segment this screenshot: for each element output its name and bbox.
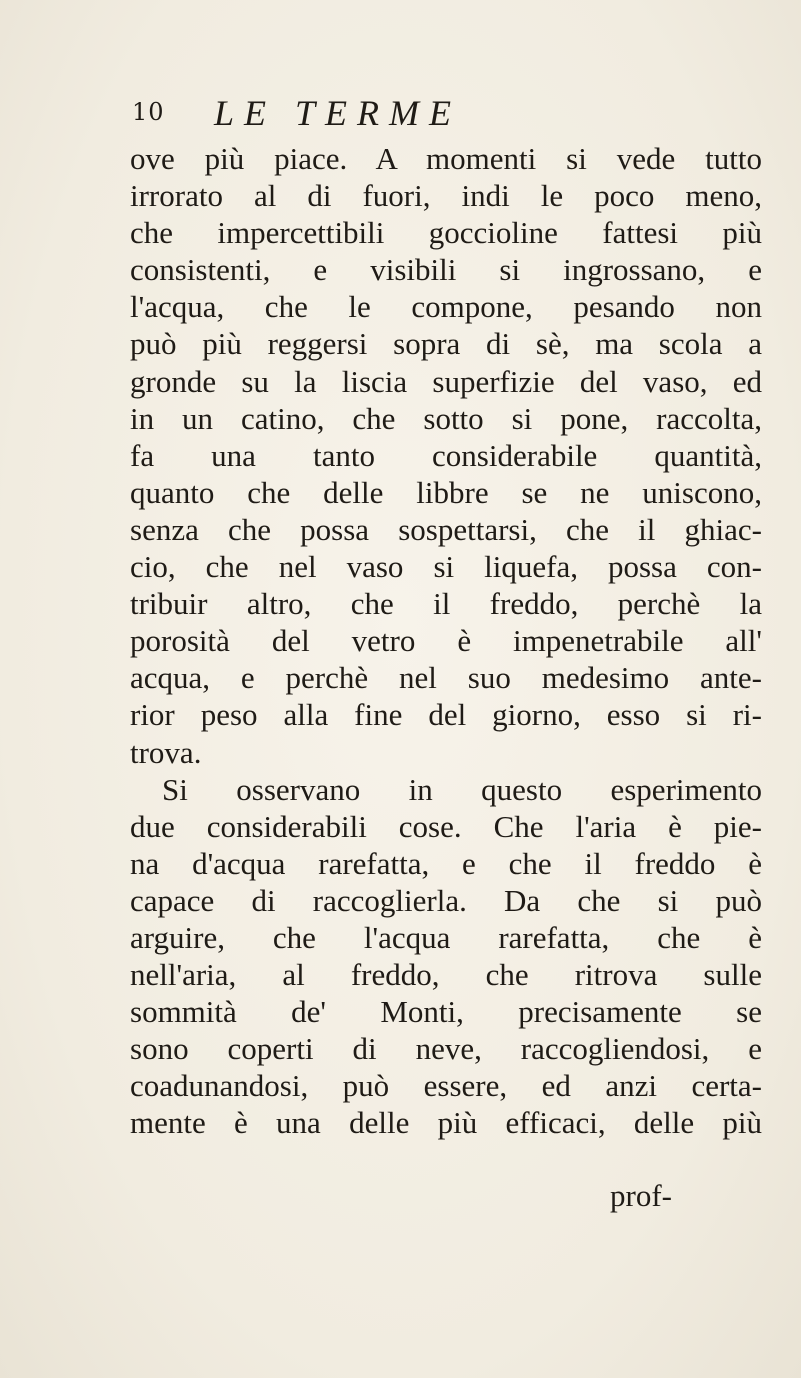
text-line: senza che possa sospettarsi, che il ghiac- (130, 511, 762, 547)
text-line: può più reggersi sopra di sè, ma scola a (130, 326, 762, 362)
paragraph-start-line: Si osservano in questo esperimento (162, 771, 762, 807)
text-line: coadunandosi, può essere, ed anzi certa- (130, 1068, 762, 1104)
text-line: consistenti, e visibili si ingrossano, e (130, 252, 762, 288)
text-line: arguire, che l'acqua rarefatta, che è (130, 919, 762, 955)
text-line: nell'aria, al freddo, che ritrova sulle (130, 957, 762, 993)
text-line: tribuir altro, che il freddo, perchè la (130, 586, 762, 622)
text-line: che impercettibili goccioline fattesi più (130, 215, 762, 251)
text-line: mente è una delle più efficaci, delle più (130, 1105, 762, 1141)
body-text (130, 140, 762, 1142)
text-line: na d'acqua rarefatta, e che il freddo è (130, 845, 762, 881)
text-line: gronde su la liscia superfizie del vaso, ed (130, 363, 762, 399)
text-line: capace di raccoglierla. Da che si può (130, 882, 762, 918)
catchword: prof- (610, 1178, 672, 1213)
text-line: acqua, e perchè nel suo medesimo ante- (130, 660, 762, 696)
text-line: cio, che nel vaso si liquefa, possa con- (130, 549, 762, 585)
text-line: fa una tanto considerabile quantità, (130, 437, 762, 473)
text-line: sommità de' Monti, precisamente se (130, 994, 762, 1030)
text-line: porosità del vetro è impenetrabile all' (130, 623, 762, 659)
text-line: sono coperti di neve, raccogliendosi, e (130, 1031, 762, 1067)
running-title: LE TERME (214, 93, 461, 133)
text-line: ove più piace. A momenti si vede tutto (130, 141, 762, 176)
paragraph-end-line: trova. (130, 734, 202, 770)
page-header (132, 92, 692, 142)
page-number: 10 (132, 98, 165, 126)
text-line: due considerabili cose. Che l'aria è pie- (130, 808, 762, 844)
text-line: irrorato al di fuori, indi le poco meno, (130, 178, 762, 214)
text-line: l'acqua, che le compone, pesando non (130, 289, 762, 325)
text-line: in un catino, che sotto si pone, raccolta, (130, 400, 762, 436)
text-line: quanto che delle libbre se ne uniscono, (130, 474, 762, 510)
text-line: rior peso alla fine del giorno, esso si ri- (130, 697, 762, 733)
